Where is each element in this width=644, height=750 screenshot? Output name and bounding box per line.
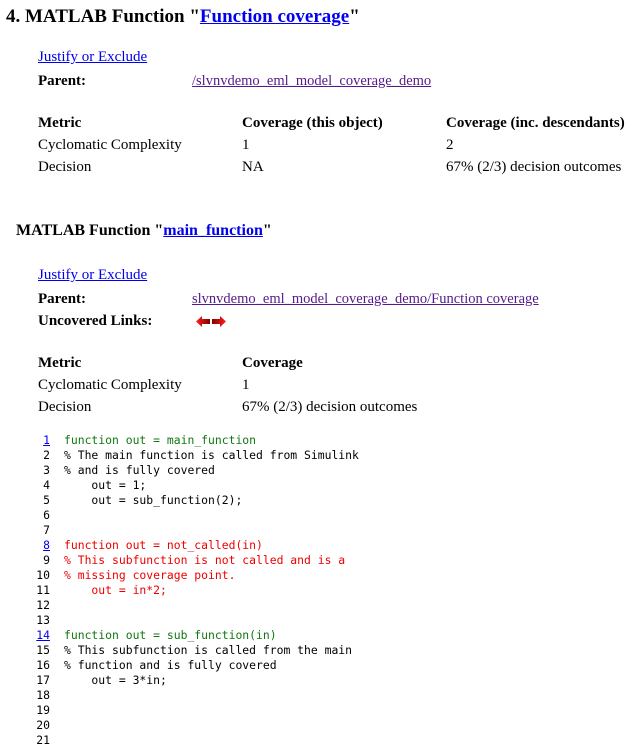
title-suffix: " [262,222,272,239]
table-cell: 1 [242,377,250,393]
code-line [30,553,359,568]
line-number[interactable] [30,433,50,448]
line-number-link[interactable]: 1 [43,433,50,447]
title-prefix: 4. MATLAB Function " [6,6,200,27]
table-cell: Decision [38,159,92,175]
table-cell: NA [242,159,264,175]
justify-or-exclude-link-2[interactable]: Justify or Exclude [38,267,148,283]
code-line [30,673,359,688]
table-cell: 2 [446,137,454,153]
code-line [30,508,359,523]
table-header-metric: Metric [38,115,82,131]
code-text: % The main function is called from Simulink [64,448,359,462]
line-number: 4 [43,478,50,492]
uncovered-links-nav [196,315,226,332]
table-cell: Cyclomatic Complexity [38,137,182,153]
line-number: 15 [36,643,50,657]
line-number: 2 [43,448,50,462]
code-line [30,613,359,628]
line-number: 5 [43,493,50,507]
code-line [30,493,359,508]
code-line [30,688,359,703]
table-cell: 67% (2/3) decision outcomes [242,399,418,415]
code-line [30,568,359,583]
parent-link-1[interactable]: /slvnvdemo_eml_model_coverage_demo [192,73,432,89]
code-line [30,733,359,748]
code-line [30,523,359,538]
line-number-link[interactable]: 8 [43,538,50,552]
code-line [30,583,359,598]
table-cell: 1 [242,137,250,153]
line-number[interactable] [30,628,50,643]
table-header-coverage-this: Coverage (this object) [242,115,383,131]
code-text: out = 1; [64,478,147,492]
line-number: 20 [36,718,50,732]
code-text: out = sub_function(2); [64,493,243,507]
parent-link-2[interactable]: slvnvdemo_eml_model_coverage_demo/Function coverage [192,291,539,307]
code-line [30,658,359,673]
code-line [30,598,359,613]
parent-label-2: Parent: [38,291,87,307]
line-number: 9 [43,553,50,567]
section-title-main-function [16,222,272,240]
arrow-right-icon[interactable] [212,315,226,332]
code-text: % and is fully covered [64,463,215,477]
line-number: 10 [36,568,50,582]
table-cell: 67% (2/3) decision outcomes [446,159,622,175]
line-number: 19 [36,703,50,717]
code-line [30,703,359,718]
title-suffix: " [349,6,360,27]
line-number: 12 [36,598,50,612]
parent-label-1: Parent: [38,73,87,89]
code-line [30,643,359,658]
table-header-coverage-desc: Coverage (inc. descendants) [446,115,625,131]
line-number: 17 [36,673,50,687]
code-listing [30,433,359,748]
line-number: 16 [36,658,50,672]
line-number: 3 [43,463,50,477]
code-line [30,538,359,553]
line-number: 11 [36,583,50,597]
line-number-link[interactable]: 14 [36,628,50,642]
function-coverage-link[interactable]: Function coverage [199,6,350,27]
code-text: function out = sub_function(in) [64,628,277,642]
line-number: 7 [43,523,50,537]
main-function-link[interactable]: main_function [163,222,263,239]
code-line [30,718,359,733]
table-cell: Decision [38,399,92,415]
line-number: 6 [43,508,50,522]
line-number: 13 [36,613,50,627]
code-line [30,463,359,478]
arrow-left-icon[interactable] [196,315,210,332]
code-text: % This subfunction is not called and is a [64,553,346,567]
code-text: out = 3*in; [64,673,167,687]
code-text: function out = not_called(in) [64,538,263,552]
code-line [30,433,359,448]
table-header-metric: Metric [38,355,82,371]
code-line [30,478,359,493]
code-line [30,628,359,643]
code-text: % missing coverage point. [64,568,236,582]
code-text: % This subfunction is called from the main [64,643,353,657]
code-text: out = in*2; [64,583,167,597]
justify-or-exclude-link-1[interactable]: Justify or Exclude [38,49,148,65]
table-header-coverage: Coverage [242,355,303,371]
code-text: % function and is fully covered [64,658,277,672]
line-number: 21 [36,733,50,747]
table-cell: Cyclomatic Complexity [38,377,182,393]
section-title-function-coverage [6,6,360,28]
code-line [30,448,359,463]
code-text: function out = main_function [64,433,257,447]
title-prefix: MATLAB Function " [16,222,164,239]
uncovered-links-label: Uncovered Links: [38,313,153,329]
line-number: 18 [36,688,50,702]
line-number[interactable] [30,538,50,553]
